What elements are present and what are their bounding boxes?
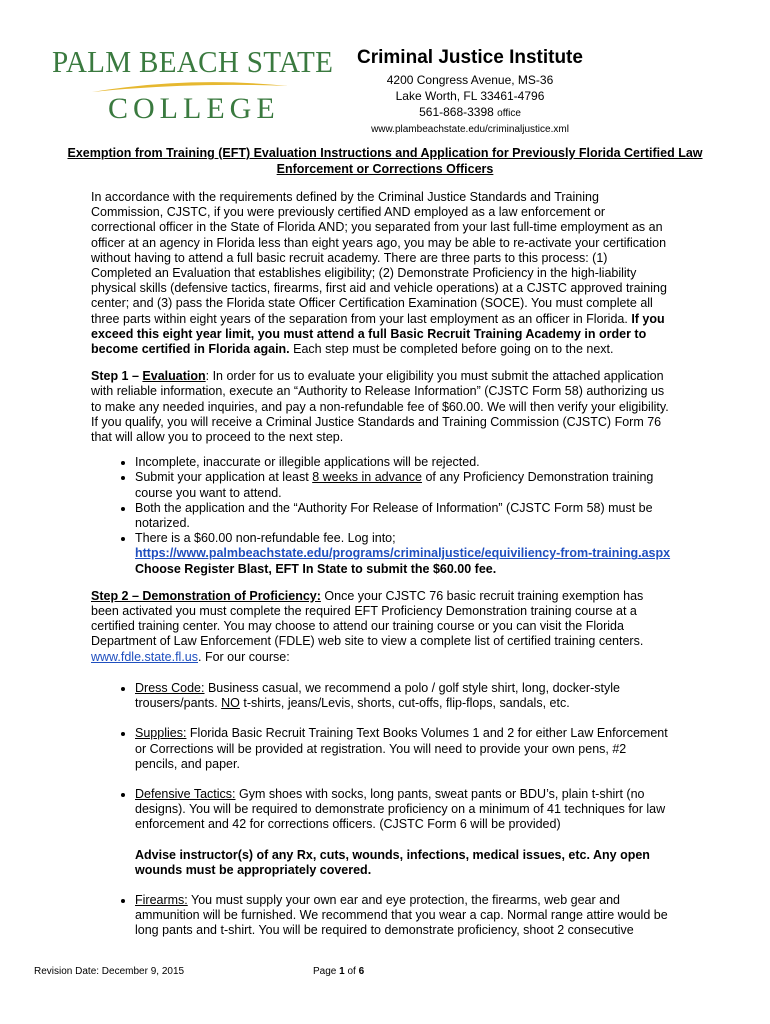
college-logo: [52, 44, 334, 130]
website-link[interactable]: www.plambeachstate.edu/criminaljustice.xml: [371, 124, 569, 135]
page-number: Page 1 of 6: [313, 966, 365, 977]
list-item: • Supplies: Florida Basic Recruit Training Text Books Volumes 1 and 2 for either Law Enforcement or Corrections will be provided at registration. You will need to provide your own pens, #2 pencils, and paper.: [135, 726, 671, 772]
intro-paragraph: [91, 190, 671, 357]
institute-name: Criminal Justice Institute: [357, 47, 583, 68]
fdle-link[interactable]: www.fdle.state.fl.us: [91, 649, 198, 664]
list-item: • Both the application and the “Authority For Release of Information” (CJSTC Form 58) must be notarized.: [135, 501, 671, 531]
step1-label: Evaluation: [142, 369, 206, 384]
intro-tail: Each step must be completed before going on to the next.: [289, 342, 614, 357]
revision-date: Revision Date: December 9, 2015: [34, 966, 185, 977]
step2-label: Step 2 – Demonstration of Proficiency:: [91, 588, 321, 603]
list-item: • Incomplete, inaccurate or illegible applications will be rejected.: [135, 455, 671, 470]
fee-payment-link[interactable]: https://www.palmbeachstate.edu/programs/criminaljustice/equiviliency-from-training.aspx: [135, 546, 671, 561]
intro-text: In accordance with the requirements defined by the Criminal Justice Standards and Training Commission, CJSTC, if you were previously certified AND employed as a law enforcement or correctional officer in the State of Florida AND; you separated from your last full-time employment as an officer at an agency in Florida less than eight years ago, you may be able to re-activate your certification without having to attend a full basic recruit academy. There are three parts to this process: (1) Completed an Evaluation that establishes eligibility; (2) Demonstrate Proficiency in the high-liability physical skills (defensive tactics, firearms, first aid and vehicle operations) at a CJSTC approved training center; and (3) pass the Florida state Officer Certification Examination (SOCE). You must complete all three parts within eight years of the separation from your last employment as an officer in Florida.: [91, 190, 667, 326]
document-title: Exemption from Training (EFT) Evaluation Instructions and Application for Previously Florida Certified Law Enforcement or Corrections Officers: [67, 146, 703, 176]
address-line-2: Lake Worth, FL 33461-4796: [395, 89, 545, 103]
step2-paragraph: [91, 589, 671, 665]
list-item: • Submit your application at least 8 weeks in advance of any Proficiency Demonstration training course you want to attend.: [135, 470, 671, 500]
document-body: [91, 190, 671, 954]
step2-tail: . For our course:: [198, 649, 290, 664]
list-item: • Firearms: You must supply your own ear and eye protection, the firearms, web gear and ammunition will be furnished. We recommend that you wear a cap. Normal range attire would be long pants and t-shirt. You will be required to demonstrate proficiency, shoot 2 consecutive: [135, 893, 671, 939]
fee-instruction: Choose Register Blast, EFT In State to submit the $60.00 fee.: [135, 561, 497, 576]
step2-items: [91, 681, 671, 939]
institute-header: [345, 47, 595, 138]
step1-text: : In order for us to evaluate your eligibility you must submit the attached application with reliable information, execute an “Authority to Release Information” (CJSTC Form 58) authorizing us to make any needed inquiries, and pay a non-refundable fee of $60.00. We will then verify your eligibility. If you qualify, you will receive a Criminal Justice Standards and Training Commission (CJSTC) Form 76 that will allow you to proceed to the next step.: [91, 369, 669, 445]
phone-number: 561-868-3398: [419, 105, 494, 119]
phone-label: office: [497, 108, 521, 119]
list-item: • There is a $60.00 non-refundable fee. Log into; https://www.palmbeachstate.edu/programs/criminaljustice/equiviliency-from-training.aspx Choose Register Blast, EFT In State to submit the $60.00 fee.: [135, 531, 671, 577]
list-item: • Defensive Tactics: Gym shoes with socks, long pants, sweat pants or BDU’s, plain t-shirt (no designs). You will be required to demonstrate proficiency on a minimum of 41 techniques for law enforcement and 42 for corrections officers. (CJSTC Form 6 will be provided) Advise instructor(s) of any Rx, cuts, wounds, infections, medical issues, etc. Any open wounds must be appropriately covered.: [135, 787, 671, 878]
phone-line: [345, 104, 595, 122]
step1-bullets: [91, 455, 671, 577]
step2-text: Once your CJSTC 76 basic recruit training exemption has been activated you must complete the required EFT Proficiency Demonstration training course at a certified training center. You may choose to attend our training course or you can visit the Florida Department of Law Enforcement (FDLE) web site to view a complete list of certified training centers.: [91, 588, 644, 649]
step1-prefix: Step 1 –: [91, 369, 143, 384]
logo-line-2: COLLEGE: [108, 92, 280, 125]
medical-advice: Advise instructor(s) of any Rx, cuts, wounds, infections, medical issues, etc. Any open wounds must be appropriately covered.: [135, 847, 650, 877]
address-line-1: 4200 Congress Avenue, MS-36: [386, 73, 554, 87]
list-item: • Dress Code: Business casual, we recommend a polo / golf style shirt, long, docker-style trousers/pants. NO t-shirts, jeans/Levis, shorts, cut-offs, flip-flops, sandals, etc.: [135, 681, 671, 711]
step1-paragraph: [91, 369, 671, 445]
intro-bold-warning: If you exceed this eight year limit, you must attend a full Basic Recruit Training Academy in order to become certified in Florida again.: [91, 311, 665, 357]
logo-line-1: PALM BEACH STATE: [52, 44, 334, 79]
